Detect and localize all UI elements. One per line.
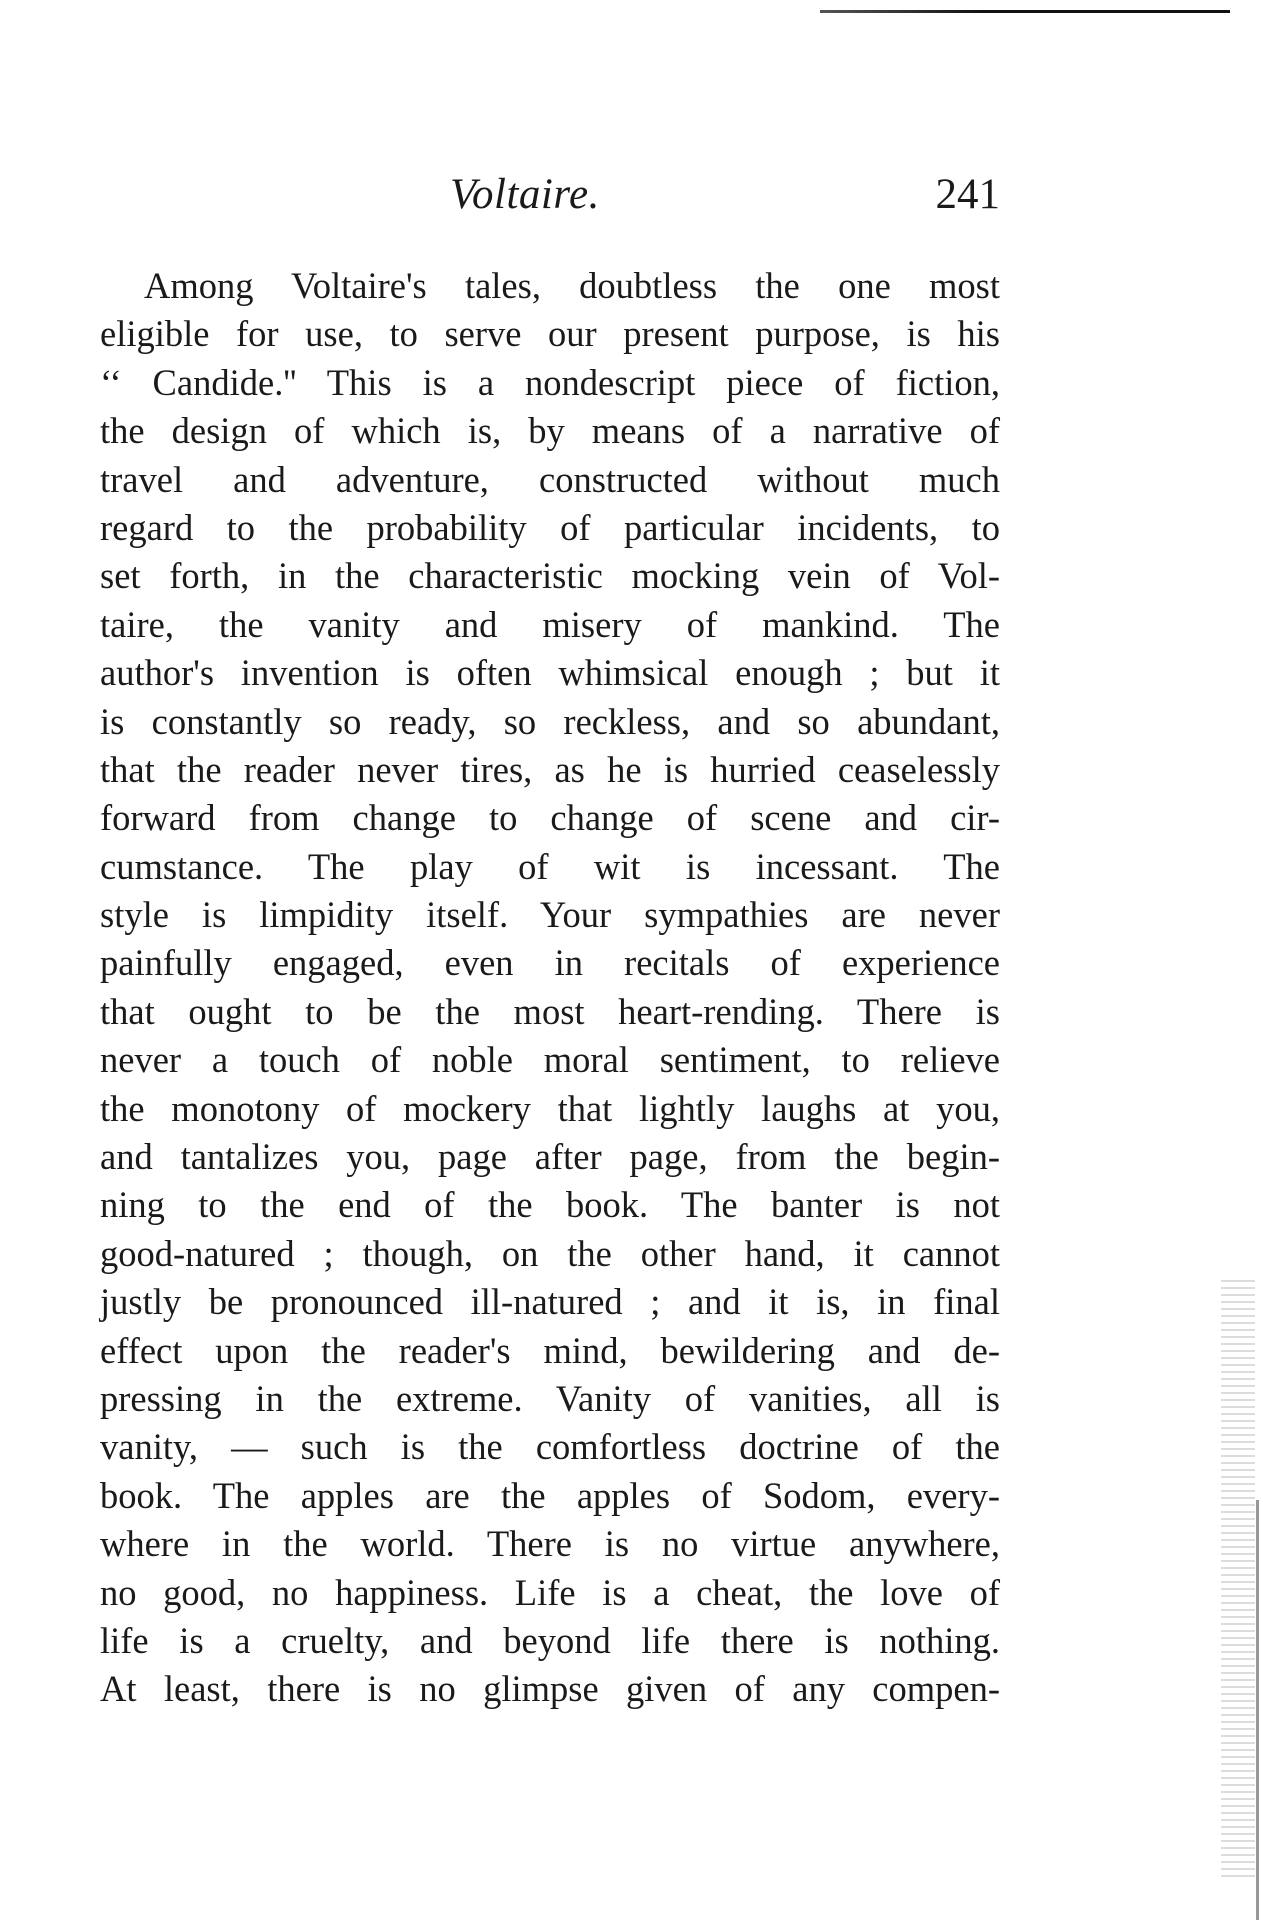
text-line: pressing in the extreme. Vanity of vanities, all is xyxy=(100,1377,1000,1419)
text-line: travel and adventure, constructed without much xyxy=(100,458,1000,500)
text-line: is constantly so ready, so reckless, and so abundant, xyxy=(100,700,1000,742)
text-line: forward from change to change of scene and cir- xyxy=(100,797,1000,839)
running-title: Voltaire. xyxy=(450,171,600,218)
text-line: that the reader never tires, as he is hurried ceaselessly xyxy=(100,748,1000,790)
top-rule xyxy=(820,10,1230,13)
text-line: where in the world. There is no virtue anywhere, xyxy=(100,1523,1000,1565)
text-line: taire, the vanity and misery of mankind. The xyxy=(100,603,1000,645)
page-number: 241 xyxy=(935,171,1000,218)
text-line: Among Voltaire's tales, doubtless the one most xyxy=(144,265,1000,306)
text-line: justly be pronounced ill-natured ; and it is, in final xyxy=(100,1281,1000,1323)
text-line: the design of which is, by means of a narrative of xyxy=(100,410,1000,452)
text-line: the monotony of mockery that lightly laughs at you, xyxy=(100,1087,1000,1129)
text-line: eligible for use, to serve our present purpose, is his xyxy=(100,313,1000,355)
body-paragraph xyxy=(100,262,1000,1714)
page-header xyxy=(100,170,1000,230)
text-line: cumstance. The play of wit is incessant. The xyxy=(100,845,1000,887)
text-line: that ought to be the most heart-rending. There is xyxy=(100,990,1000,1032)
text-line: ning to the end of the book. The banter is not xyxy=(100,1184,1000,1226)
text-line: book. The apples are the apples of Sodom, every- xyxy=(100,1474,1000,1516)
text-line: style is limpidity itself. Your sympathies are never xyxy=(100,894,1000,936)
text-line: At least, there is no glimpse given of any compen- xyxy=(100,1668,1000,1710)
scan-margin-artifact xyxy=(1221,1280,1255,1880)
text-line: set forth, in the characteristic mocking vein of Vol- xyxy=(100,555,1000,597)
scan-page-edge xyxy=(1256,1500,1259,1920)
text-line: good-natured ; though, on the other hand, it cannot xyxy=(100,1232,1000,1274)
text-line: never a touch of noble moral sentiment, to relieve xyxy=(100,1039,1000,1081)
text-line: no good, no happiness. Life is a cheat, the love of xyxy=(100,1571,1000,1613)
text-line: effect upon the reader's mind, bewildering and de- xyxy=(100,1329,1000,1371)
text-line: painfully engaged, even in recitals of experience xyxy=(100,942,1000,984)
text-line: and tantalizes you, page after page, from the begin- xyxy=(100,1136,1000,1178)
text-line: vanity, — such is the comfortless doctrine of the xyxy=(100,1426,1000,1468)
text-line: author's invention is often whimsical enough ; but it xyxy=(100,652,1000,694)
text-line: life is a cruelty, and beyond life there is nothing. xyxy=(100,1619,1000,1661)
text-line: ‘‘ Candide.'' This is a nondescript piece of fiction, xyxy=(100,361,1000,403)
text-line: regard to the probability of particular incidents, to xyxy=(100,506,1000,548)
